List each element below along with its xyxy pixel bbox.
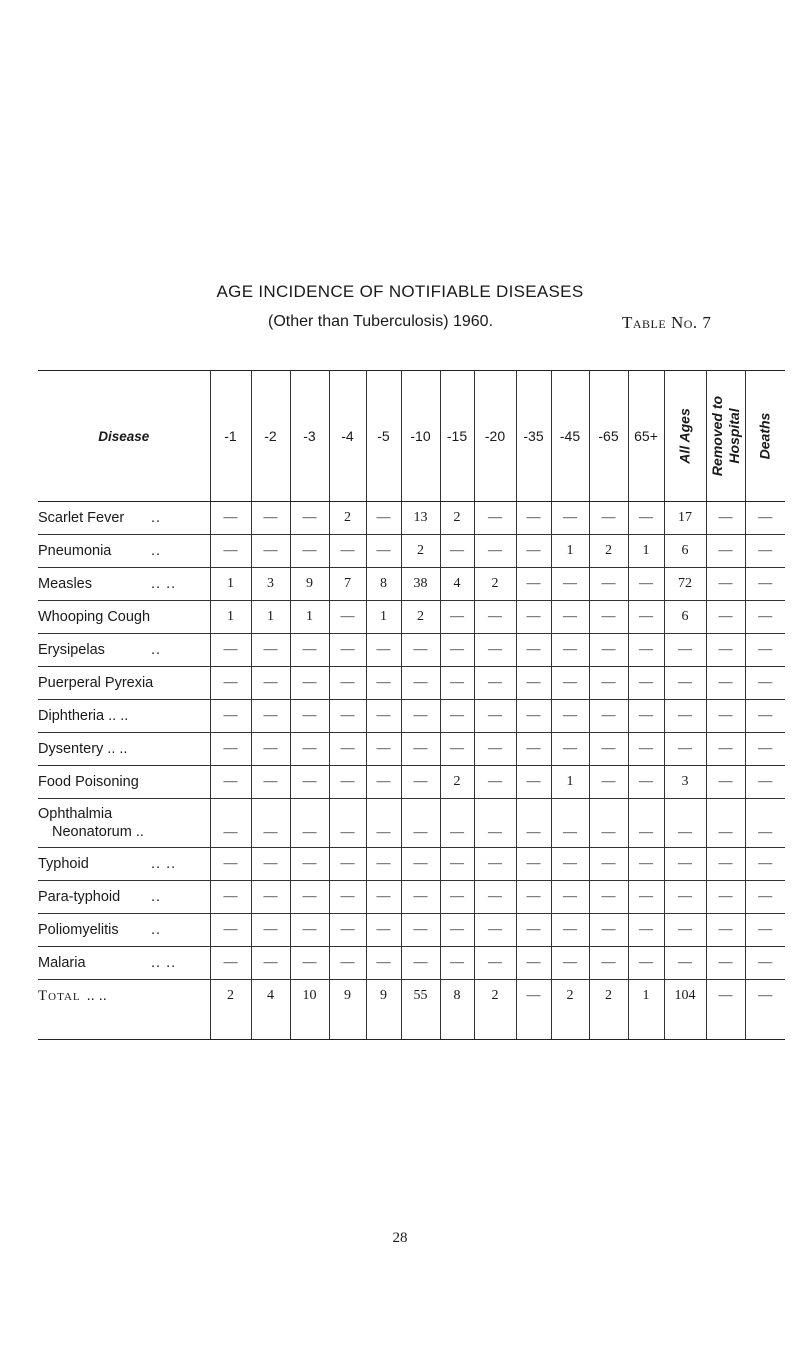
table-cell: — — [210, 634, 251, 667]
table-cell: — — [664, 947, 706, 980]
table-cell: — — [474, 700, 516, 733]
table-cell: — — [329, 700, 366, 733]
table-cell: — — [401, 733, 440, 766]
table-cell: — — [401, 766, 440, 799]
table-cell: 1 — [551, 535, 589, 568]
disease-name: Dysentery .. .. — [38, 733, 210, 766]
table-cell: — — [440, 881, 474, 914]
table-cell: — — [290, 733, 329, 766]
table-cell: — — [210, 914, 251, 947]
age-header: -45 — [551, 371, 589, 502]
table-cell: 2 — [474, 980, 516, 1040]
table-cell: — — [251, 535, 290, 568]
disease-name: Scarlet Fever .. — [38, 502, 210, 535]
table-cell: — — [664, 881, 706, 914]
table-cell: — — [516, 700, 551, 733]
table-cell: — — [516, 667, 551, 700]
table-cell: 72 — [664, 568, 706, 601]
table-cell: 2 — [210, 980, 251, 1040]
table-cell: — — [401, 914, 440, 947]
table-cell: — — [401, 700, 440, 733]
table-cell: 1 — [210, 568, 251, 601]
table-cell: — — [210, 535, 251, 568]
table-cell: — — [329, 848, 366, 881]
table-cell: — — [664, 914, 706, 947]
table-cell: — — [706, 700, 745, 733]
table-cell: 3 — [664, 766, 706, 799]
table-cell: — — [706, 502, 745, 535]
table-cell: — — [664, 799, 706, 848]
disease-name: Malaria .. .. — [38, 947, 210, 980]
table-cell: — — [474, 799, 516, 848]
table-cell: 9 — [329, 980, 366, 1040]
table-row — [38, 947, 785, 980]
age-header: -10 — [401, 371, 440, 502]
table-cell: — — [745, 601, 785, 634]
table-cell: — — [745, 502, 785, 535]
table-cell: — — [474, 601, 516, 634]
table-cell: — — [589, 568, 628, 601]
table-cell: — — [706, 733, 745, 766]
table-cell: — — [628, 634, 664, 667]
table-cell: — — [628, 700, 664, 733]
table-cell: 17 — [664, 502, 706, 535]
table-cell: — — [745, 700, 785, 733]
table-cell: — — [551, 848, 589, 881]
table-cell: — — [589, 733, 628, 766]
table-cell: — — [440, 667, 474, 700]
table-number: Table No. 7 — [622, 313, 712, 332]
table-cell: — — [290, 766, 329, 799]
table-cell: 6 — [664, 535, 706, 568]
table-cell: — — [516, 766, 551, 799]
table-cell: — — [706, 766, 745, 799]
table-cell: — — [401, 848, 440, 881]
table-cell: — — [628, 502, 664, 535]
table-cell: — — [706, 848, 745, 881]
table-row — [38, 766, 785, 799]
table-cell: — — [329, 601, 366, 634]
table-cell: — — [628, 601, 664, 634]
table-cell: — — [551, 733, 589, 766]
age-header: -35 — [516, 371, 551, 502]
table-cell: — — [516, 733, 551, 766]
table-cell: — — [366, 766, 401, 799]
table-cell: 2 — [589, 535, 628, 568]
disease-name: Ophthalmia Neonatorum .. — [38, 799, 210, 848]
table-cell: — — [401, 667, 440, 700]
table-cell: — — [401, 799, 440, 848]
table-cell: — — [628, 914, 664, 947]
table-cell: 6 — [664, 601, 706, 634]
table-cell: — — [551, 700, 589, 733]
table-cell: — — [251, 700, 290, 733]
table-cell: — — [516, 881, 551, 914]
table-cell: — — [366, 733, 401, 766]
table-cell: — — [745, 980, 785, 1040]
table-cell: 2 — [401, 535, 440, 568]
table-cell: — — [516, 568, 551, 601]
table-cell: — — [628, 766, 664, 799]
table-cell: — — [589, 667, 628, 700]
disease-name: Poliomyelitis .. — [38, 914, 210, 947]
table-cell: — — [516, 947, 551, 980]
table-cell: — — [251, 766, 290, 799]
table-cell: — — [290, 914, 329, 947]
table-cell: — — [440, 733, 474, 766]
page-subtitle: (Other than Tuberculosis) 1960. — [268, 313, 494, 330]
table-cell: — — [706, 914, 745, 947]
table-cell: — — [474, 881, 516, 914]
table-cell: — — [706, 667, 745, 700]
table-cell: 2 — [589, 980, 628, 1040]
table-row — [38, 848, 785, 881]
table-cell: — — [290, 799, 329, 848]
table-cell: — — [706, 881, 745, 914]
table-cell: 1 — [628, 535, 664, 568]
age-header: -15 — [440, 371, 474, 502]
table-header-row — [38, 371, 785, 502]
table-cell: 8 — [366, 568, 401, 601]
table-cell: — — [628, 667, 664, 700]
table-cell: — — [551, 568, 589, 601]
disease-name: Whooping Cough — [38, 601, 210, 634]
table-row — [38, 733, 785, 766]
table-row — [38, 667, 785, 700]
disease-name: Food Poisoning — [38, 766, 210, 799]
table-cell: — — [329, 535, 366, 568]
table-cell: — — [290, 535, 329, 568]
table-cell: 1 — [210, 601, 251, 634]
table-cell: 104 — [664, 980, 706, 1040]
table-cell: — — [664, 667, 706, 700]
table-row — [38, 799, 785, 848]
table-cell: 2 — [401, 601, 440, 634]
table-cell: — — [589, 914, 628, 947]
table-cell: — — [551, 634, 589, 667]
table-cell: — — [290, 667, 329, 700]
table-cell: — — [440, 535, 474, 568]
table-cell: — — [664, 848, 706, 881]
table-cell: — — [366, 914, 401, 947]
table-cell: — — [551, 601, 589, 634]
table-cell: — — [329, 947, 366, 980]
table-cell: — — [290, 502, 329, 535]
table-cell: 2 — [440, 502, 474, 535]
table-cell: 1 — [551, 766, 589, 799]
age-header: -65 — [589, 371, 628, 502]
table-body — [38, 502, 785, 1040]
table-cell: — — [329, 667, 366, 700]
table-cell: — — [251, 914, 290, 947]
table-cell: — — [551, 667, 589, 700]
table-cell: 55 — [401, 980, 440, 1040]
table-cell: — — [589, 502, 628, 535]
age-header: -5 — [366, 371, 401, 502]
table-cell: — — [589, 848, 628, 881]
table-cell: — — [329, 799, 366, 848]
table-cell: — — [664, 700, 706, 733]
table-cell: — — [210, 700, 251, 733]
table-row — [38, 881, 785, 914]
table-cell: — — [474, 634, 516, 667]
table-cell: — — [366, 799, 401, 848]
table-cell: — — [745, 535, 785, 568]
table-cell: — — [664, 733, 706, 766]
table-cell: — — [210, 799, 251, 848]
table-cell: — — [329, 766, 366, 799]
table-cell: — — [366, 881, 401, 914]
table-cell: — — [745, 634, 785, 667]
table-cell: — — [210, 502, 251, 535]
table-cell: — — [551, 502, 589, 535]
table-cell: — — [440, 799, 474, 848]
table-cell: — — [745, 914, 785, 947]
table-cell: — — [210, 766, 251, 799]
table-cell: — — [551, 881, 589, 914]
table-cell: — — [210, 947, 251, 980]
table-cell: — — [516, 502, 551, 535]
table-cell: — — [474, 914, 516, 947]
table-cell: — — [290, 881, 329, 914]
table-cell: — — [366, 634, 401, 667]
table-cell: — — [628, 568, 664, 601]
table-cell: — — [706, 980, 745, 1040]
table-cell: 1 — [290, 601, 329, 634]
table-cell: — — [706, 634, 745, 667]
all-ages-header: All Ages — [664, 371, 706, 502]
table-cell: — — [290, 848, 329, 881]
table-cell: 10 — [290, 980, 329, 1040]
table-cell: — — [290, 700, 329, 733]
table-cell: — — [366, 700, 401, 733]
table-cell: — — [474, 766, 516, 799]
table-row — [38, 914, 785, 947]
table-cell: 13 — [401, 502, 440, 535]
table-cell: — — [516, 848, 551, 881]
table-cell: — — [251, 848, 290, 881]
table-cell: 1 — [628, 980, 664, 1040]
table-cell: — — [589, 799, 628, 848]
table-cell: — — [516, 601, 551, 634]
table-cell: 8 — [440, 980, 474, 1040]
table-cell: — — [366, 947, 401, 980]
table-cell: — — [628, 881, 664, 914]
table-cell: — — [210, 848, 251, 881]
table-cell: — — [628, 848, 664, 881]
table-cell: 4 — [440, 568, 474, 601]
table-cell: — — [366, 535, 401, 568]
table-cell: — — [251, 881, 290, 914]
page-title: AGE INCIDENCE OF NOTIFIABLE DISEASES — [216, 282, 584, 301]
table-cell: — — [706, 601, 745, 634]
table-cell: — — [251, 947, 290, 980]
table-cell: — — [745, 733, 785, 766]
table-row — [38, 700, 785, 733]
table-cell: 3 — [251, 568, 290, 601]
table-cell: — — [516, 799, 551, 848]
table-row — [38, 502, 785, 535]
table-cell: — — [589, 601, 628, 634]
table-cell: — — [210, 733, 251, 766]
table-cell: — — [551, 799, 589, 848]
disease-table — [38, 370, 785, 1040]
disease-name: Typhoid .. .. — [38, 848, 210, 881]
table-cell: — — [440, 634, 474, 667]
table-cell: 1 — [251, 601, 290, 634]
table-cell: — — [745, 766, 785, 799]
table-cell: 1 — [366, 601, 401, 634]
table-cell: — — [706, 799, 745, 848]
table-cell: — — [401, 947, 440, 980]
table-cell: — — [251, 733, 290, 766]
table-cell: — — [440, 947, 474, 980]
table-cell: — — [210, 881, 251, 914]
table-cell: — — [745, 947, 785, 980]
table-row — [38, 568, 785, 601]
table-cell: — — [628, 733, 664, 766]
disease-name: Total .. .. — [38, 980, 210, 1040]
age-header: -20 — [474, 371, 516, 502]
table-row — [38, 535, 785, 568]
table-cell: — — [474, 667, 516, 700]
page-number: 28 — [392, 1230, 408, 1246]
table-cell: — — [551, 947, 589, 980]
table-cell: — — [474, 535, 516, 568]
table-cell: — — [589, 766, 628, 799]
table-cell: — — [251, 502, 290, 535]
table-cell: — — [440, 601, 474, 634]
table-cell: — — [551, 914, 589, 947]
table-cell: — — [210, 667, 251, 700]
age-header: 65+ — [628, 371, 664, 502]
table-cell: — — [251, 799, 290, 848]
table-cell: — — [516, 914, 551, 947]
table-cell: — — [401, 634, 440, 667]
table-cell: — — [329, 914, 366, 947]
disease-name: Para-typhoid .. — [38, 881, 210, 914]
table-cell: — — [401, 881, 440, 914]
age-header: -4 — [329, 371, 366, 502]
table-cell: — — [290, 634, 329, 667]
table-cell: 2 — [551, 980, 589, 1040]
table-cell: 9 — [366, 980, 401, 1040]
disease-name: Erysipelas .. — [38, 634, 210, 667]
table-cell: — — [516, 980, 551, 1040]
table-cell: — — [745, 881, 785, 914]
table-cell: 2 — [329, 502, 366, 535]
table-cell: 38 — [401, 568, 440, 601]
disease-name: Pneumonia .. — [38, 535, 210, 568]
table-cell: — — [366, 848, 401, 881]
table-cell: — — [745, 568, 785, 601]
age-header: -3 — [290, 371, 329, 502]
table-cell: — — [628, 799, 664, 848]
table-cell: 2 — [474, 568, 516, 601]
table-cell: — — [589, 947, 628, 980]
disease-name: Diphtheria .. .. — [38, 700, 210, 733]
disease-column-header: Disease — [38, 371, 210, 502]
table-cell: — — [706, 947, 745, 980]
table-cell: — — [440, 848, 474, 881]
table-cell: — — [664, 634, 706, 667]
table-cell: — — [589, 881, 628, 914]
table-cell: — — [589, 634, 628, 667]
table-cell: — — [329, 881, 366, 914]
table-cell: — — [516, 535, 551, 568]
table-cell: 2 — [440, 766, 474, 799]
age-header: -2 — [251, 371, 290, 502]
disease-name: Puerperal Pyrexia — [38, 667, 210, 700]
table-cell: — — [366, 502, 401, 535]
table-cell: — — [251, 634, 290, 667]
table-cell: — — [329, 733, 366, 766]
table-cell: — — [706, 535, 745, 568]
table-cell: 4 — [251, 980, 290, 1040]
table-cell: — — [745, 799, 785, 848]
table-cell: — — [329, 634, 366, 667]
table-cell: — — [474, 947, 516, 980]
deaths-header: Deaths — [745, 371, 785, 502]
table-cell: — — [706, 568, 745, 601]
table-row — [38, 601, 785, 634]
total-row — [38, 980, 785, 1040]
table-cell: — — [440, 700, 474, 733]
table-cell: — — [628, 947, 664, 980]
removed-to-hospital-header: Removed to Hospital — [706, 371, 745, 502]
table-cell: — — [474, 502, 516, 535]
table-cell: — — [290, 947, 329, 980]
table-cell: 9 — [290, 568, 329, 601]
table-cell: — — [366, 667, 401, 700]
table-cell: — — [745, 667, 785, 700]
disease-name: Measles .. .. — [38, 568, 210, 601]
table-cell: — — [474, 733, 516, 766]
table-cell: — — [440, 914, 474, 947]
table-cell: — — [516, 634, 551, 667]
table-cell: — — [745, 848, 785, 881]
table-row — [38, 634, 785, 667]
table-cell: 7 — [329, 568, 366, 601]
table-cell: — — [474, 848, 516, 881]
table-cell: — — [251, 667, 290, 700]
table-cell: — — [589, 700, 628, 733]
age-header: -1 — [210, 371, 251, 502]
